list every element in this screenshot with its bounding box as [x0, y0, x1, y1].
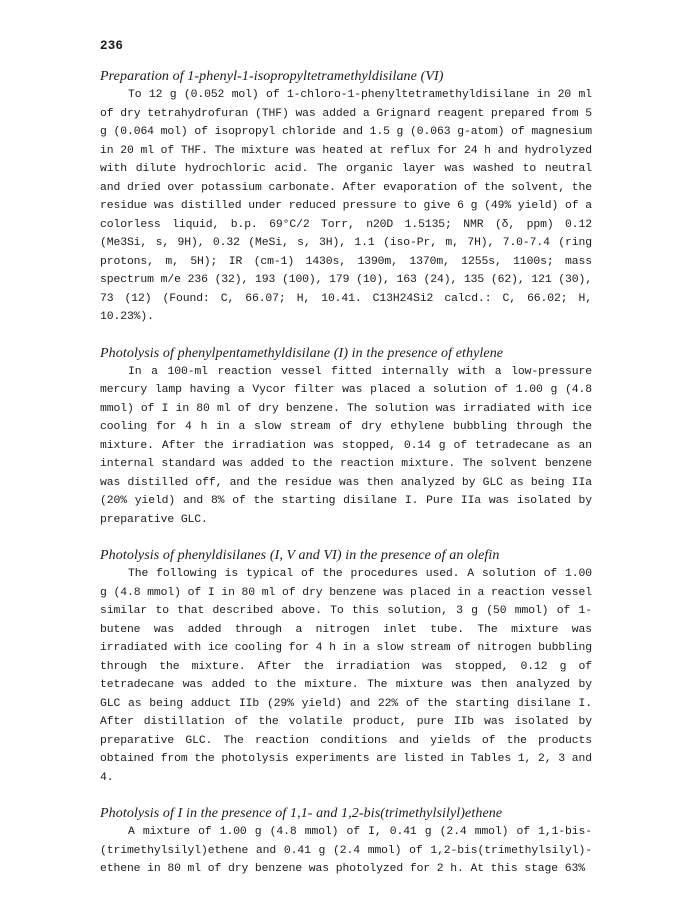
section-paragraph: A mixture of 1.00 g (4.8 mmol) of I, 0.41 g (2.4 mmol) of 1,1-bis-(trimethylsilyl)ethene and 0.41 g (2.4 mmol) of 1,2-bis(trimethylsilyl)-ethene in 80 ml of dry benzene was photolyzed for 2 h. At this stage 63% — [100, 826, 592, 875]
page-number: 236 — [100, 39, 124, 53]
section-heading: Photolysis of phenyldisilanes (I, V and VI) in the presence of an olefin — [100, 548, 500, 563]
section-photolysis-olefin — [100, 547, 592, 787]
page-content — [100, 38, 592, 897]
section-heading: Preparation of 1-phenyl-1-isopropyltetramethyldisilane (VI) — [100, 69, 444, 84]
section-photolysis-bis-silyl-ethene — [100, 805, 592, 879]
section-heading: Photolysis of phenylpentamethyldisilane (I) in the presence of ethylene — [100, 345, 504, 361]
section-photolysis-ethylene — [100, 345, 592, 530]
section-preparation-vi — [100, 68, 592, 327]
section-paragraph: To 12 g (0.052 mol) of 1-chloro-1-phenyltetramethyldisilane in 20 ml of dry tetrahydrofuran (THF) was added a Grignard reagent prepared from 5 g (0.064 mol) of isopropyl chloride and 1.5 g (0.063 g-atom) of magnesium in 20 ml of THF. The mixture was heated at reflux for 24 h and hydrolyzed with dilute hydrochloric acid. The organic layer was washed to neutral and dried over potassium carbonate. After evaporation of the solvent, the residue was distilled under reduced pressure to give 6 g (49% yield) of a colorless liquid, b.p. 69°C/2 Torr, n20D 1.5135; NMR (δ, ppm) 0.12 (Me3Si, s, 9H), 0.32 (MeSi, s, 3H), 1.1 (iso-Pr, m, 7H), 7.0-7.4 (ring protons, m, 5H); IR (cm-1) 1430s, 1390m, 1370m, 1255s, 1100s; mass spectrum m/e 236 (32), 193 (100), 179 (10), 163 (24), 135 (62), 121 (30), 73 (12) (Found: C, 66.07; H, 10.41. C13H24Si2 calcd.: C, 66.02; H, 10.23%). — [100, 89, 592, 323]
section-heading: Photolysis of I in the presence of 1,1- and 1,2-bis(trimethylsilyl)ethene — [100, 806, 503, 821]
section-paragraph: In a 100-ml reaction vessel fitted internally with a low-pressure mercury lamp having a Vycor filter was placed a solution of 1.00 g (4.8 mmol) of I in 80 ml of dry benzene. The solution was irradiated with ice cooling for 4 h in a slow stream of dry ethylene bubbling through the mixture. After the irradiation was stopped, 0.14 g of tetradecane as an internal standard was added to the reaction mixture. The solvent benzene was distilled off, and the residue was then analyzed by GLC as being IIa (20% yield) and 8% of the starting disilane I. Pure IIa was isolated by preparative GLC. — [100, 365, 592, 526]
section-paragraph: The following is typical of the procedures used. A solution of 1.00 g (4.8 mmol) of I in 80 ml of dry benzene was placed in a reaction vessel similar to that described above. To this solution, 3 g (50 mmol) of 1-butene was added through a nitrogen inlet tube. The mixture was irradiated with ice cooling for 4 h in a slow stream of nitrogen bubbling through the mixture. After the irradiation was stopped, 0.12 g of tetradecane was added to the mixture. The mixture was then analyzed by GLC as being adduct IIb (29% yield) and 22% of the starting disilane I. After distillation of the volatile product, pure IIb was isolated by preparative GLC. The reaction conditions and yields of the products obtained from the photolysis experiments are listed in Tables 1, 2, 3 and 4. — [100, 568, 592, 784]
